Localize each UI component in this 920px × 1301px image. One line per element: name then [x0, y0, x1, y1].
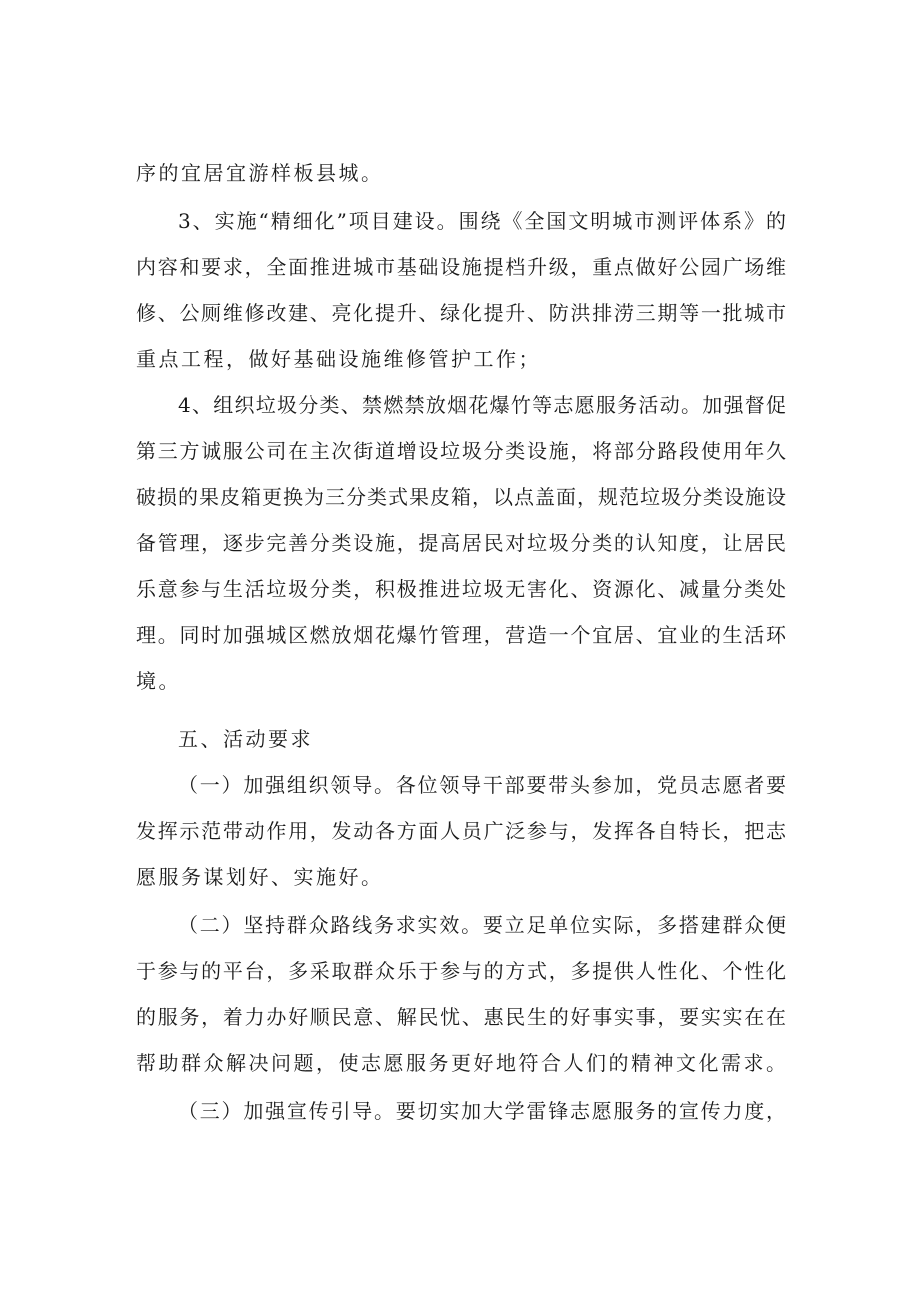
section-heading: 五、活动要求	[178, 727, 313, 751]
text-line: 的服务，着力办好顺民意、解民忧、惠民生的好事实事，要实实在在	[136, 1005, 786, 1029]
text-line: 发挥示范带动作用，发动各方面人员广泛参与，发挥各自特长，把志	[136, 819, 786, 843]
text-line: 愿服务谋划好、实施好。	[136, 865, 384, 889]
text-line: 内容和要求，全面推进城市基础设施提档升级，重点做好公园广场维	[136, 255, 786, 279]
item-3-first-line: （三）加强宣传引导。要切实加大学雷锋志愿服务的宣传力度，	[178, 1099, 786, 1123]
text-line: 破损的果皮箱更换为三分类式果皮箱，以点盖面，规范垃圾分类设施设	[136, 485, 786, 509]
item-2-first-line: （二）坚持群众路线务求实效。要立足单位实际，多搭建群众便	[178, 913, 786, 937]
text-line: 第三方诚服公司在主次街道增设垃圾分类设施，将部分路段使用年久	[136, 439, 786, 463]
paragraph-3-first-line: 3、实施“精细化”项目建设。围绕《全国文明城市测评体系》的	[178, 209, 786, 233]
paragraph-4-first-line: 4、组织垃圾分类、禁燃禁放烟花爆竹等志愿服务活动。加强督促	[178, 393, 786, 417]
text-line: 修、公厕维修改建、亮化提升、绿化提升、防洪排涝三期等一批城市	[136, 301, 786, 325]
text-line: 于参与的平台，多采取群众乐于参与的方式，多提供人性化、个性化	[136, 959, 786, 983]
text-line: 重点工程，做好基础设施维修管护工作；	[136, 347, 541, 371]
text-line: 备管理，逐步完善分类设施，提高居民对垃圾分类的认知度，让居民	[136, 531, 786, 555]
text-line: 帮助群众解决问题，使志愿服务更好地符合人们的精神文化需求。	[136, 1051, 789, 1075]
text-line: 乐意参与生活垃圾分类，积极推进垃圾无害化、资源化、减量分类处	[136, 577, 786, 601]
text-line: 理。同时加强城区燃放烟花爆竹管理，营造一个宜居、宜业的生活环	[136, 623, 786, 647]
text-line: 序的宜居宜游样板县城。	[136, 161, 384, 185]
item-1-first-line: （一）加强组织领导。各位领导干部要带头参加，党员志愿者要	[178, 773, 786, 797]
text-line: 境。	[136, 669, 181, 693]
